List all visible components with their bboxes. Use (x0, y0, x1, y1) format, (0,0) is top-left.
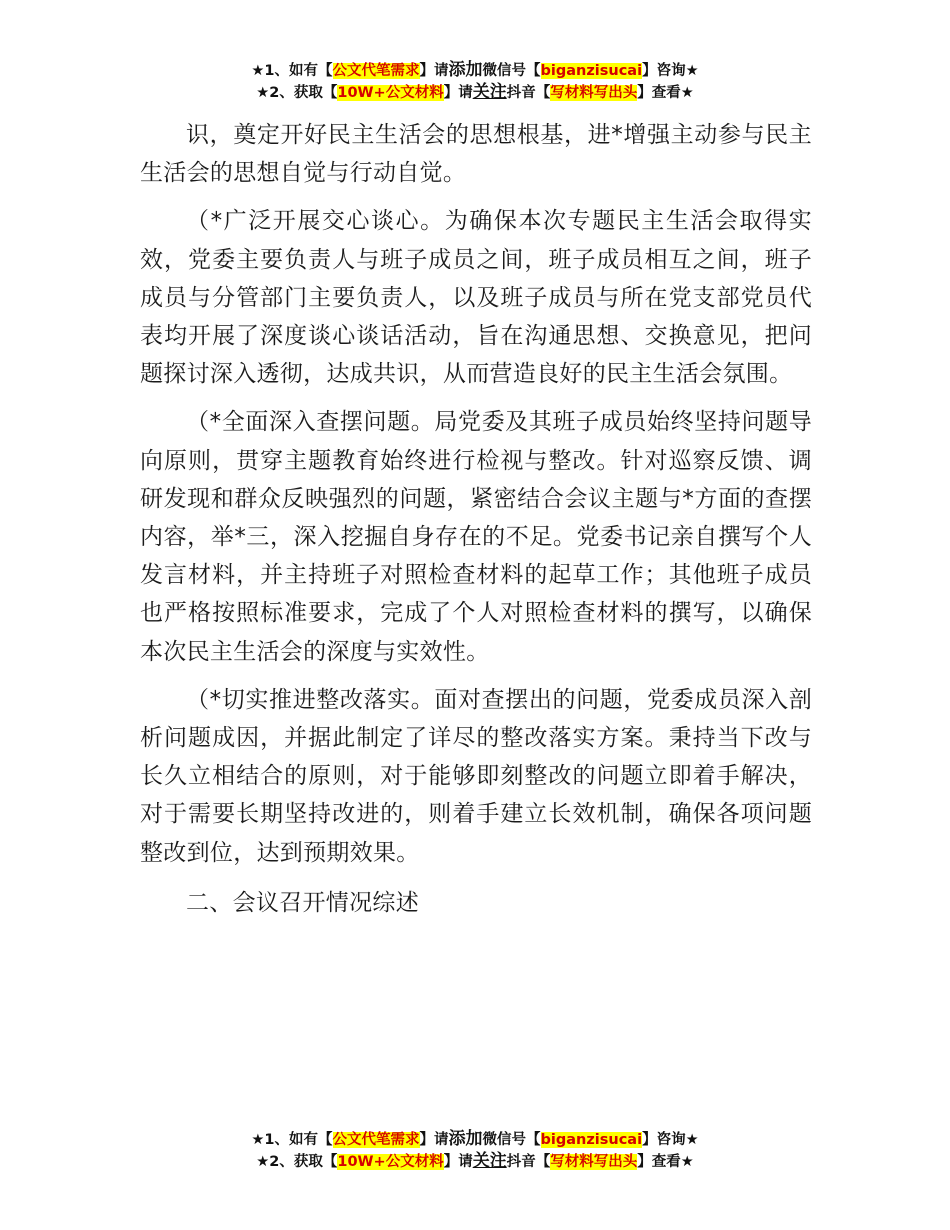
highlight-service: 公文代笔需求 (332, 63, 420, 79)
banner-line-1: ★1、如有【公文代笔需求】请添加微信号【biganzisucai】咨询★ (251, 60, 699, 80)
paragraph-find-problems: （*全面深入查摆问题。局党委及其班子成员始终坚持问题导向原则，贯穿主题教育始终进行检视与整改。针对巡察反馈、调研发现和群众反映强烈的问题，紧密结合会议主题与*方面的查摆内容，举*三，深入挖掘自身存在的不足。党委书记亲自撰写个人发言材料，并主持班子对照检查材料的起草工作；其他班子成员也严格按照标准要求，完成了个人对照检查材料的撰写，以确保本次民主生活会的深度与实效性。 (140, 409, 812, 665)
document-body (140, 116, 812, 932)
paragraph-continued: 识，奠定开好民主生活会的思想根基，进*增强主动参与民主生活会的思想自觉与行动自觉。 (140, 122, 812, 187)
header-banner (0, 60, 950, 104)
section-heading: 二、会议召开情况综述 (186, 889, 419, 916)
highlight-wechat-id: biganzisucai (540, 63, 643, 79)
banner-line-2: ★2、获取【10W+公文材料】请关注抖音【写材料写出头】查看★ (256, 82, 694, 102)
highlight-materials: 10W+公文材料 (337, 85, 444, 101)
footer-banner (0, 1129, 950, 1173)
highlight-douyin-id: 写材料写出头 (550, 85, 638, 101)
paragraph-rectification: （*切实推进整改落实。面对查摆出的问题，党委成员深入剖析问题成因，并据此制定了详尽的整改落实方案。秉持当下改与长久立相结合的原则，对于能够即刻整改的问题立即着手解决，对于需要长期坚持改进的，则着手建立长效机制，确保各项问题整改到位，达到预期效果。 (140, 686, 812, 866)
footer-line-2: ★2、获取【10W+公文材料】请关注抖音【写材料写出头】查看★ (256, 1151, 694, 1171)
footer-line-1: ★1、如有【公文代笔需求】请添加微信号【biganzisucai】咨询★ (251, 1129, 699, 1149)
paragraph-heart-to-heart: （*广泛开展交心谈心。为确保本次专题民主生活会取得实效，党委主要负责人与班子成员之间，班子成员相互之间，班子成员与分管部门主要负责人，以及班子成员与所在党支部党员代表均开展了深度谈心谈话活动，旨在沟通思想、交换意见，把问题探讨深入透彻，达成共识，从而营造良好的民主生活会氛围。 (140, 208, 812, 388)
